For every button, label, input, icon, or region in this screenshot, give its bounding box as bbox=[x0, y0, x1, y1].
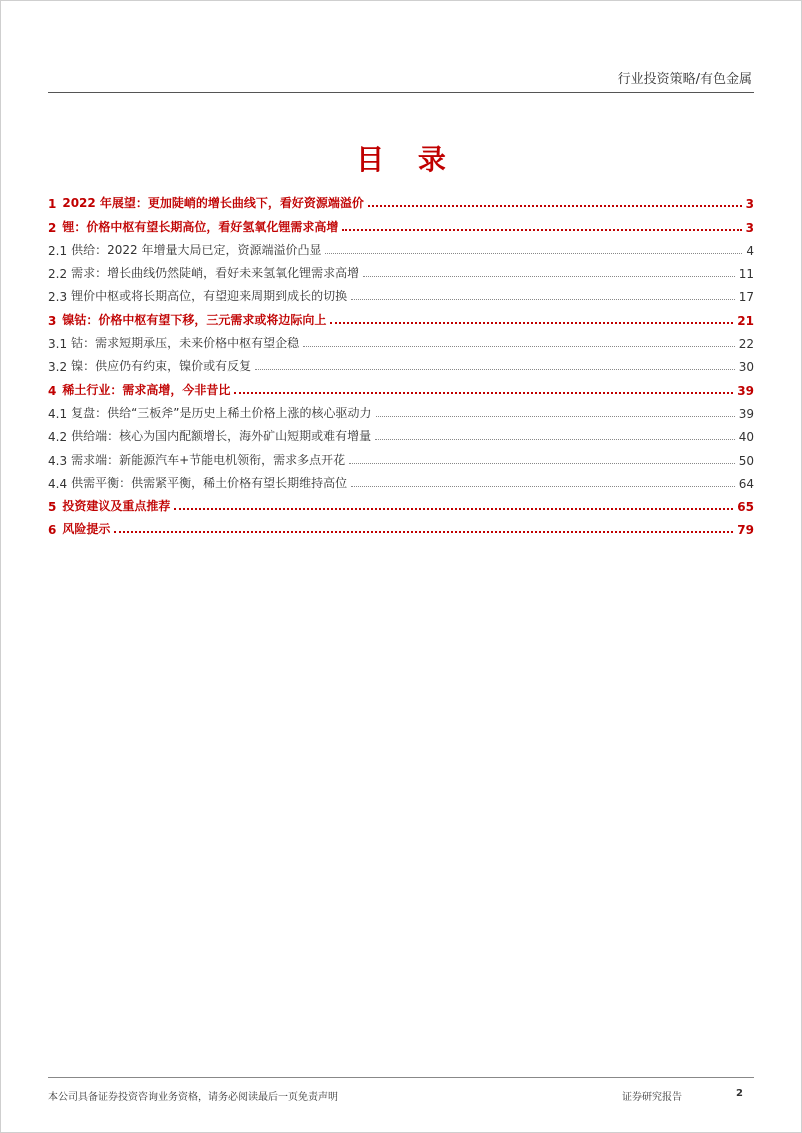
toc-entry-page: 39 bbox=[738, 406, 754, 421]
toc-entry-label: 需求端：新能源汽车+节能电机领衔，需求多点开花 bbox=[71, 452, 346, 467]
toc-entry-label: 稀土行业：需求高增，今非昔比 bbox=[62, 382, 231, 397]
toc-entry-number: 5 bbox=[48, 500, 57, 515]
toc-dot-leader bbox=[303, 346, 735, 347]
toc-entry[interactable] bbox=[48, 444, 754, 467]
toc-entry-label: 钴：需求短期承压，未来价格中枢有望企稳 bbox=[71, 336, 300, 351]
toc-entry-page: 4 bbox=[746, 243, 754, 258]
toc-dot-leader bbox=[174, 508, 733, 510]
toc-dot-leader bbox=[363, 276, 735, 277]
toc-dot-leader bbox=[351, 486, 735, 487]
footer-disclaimer: 本公司具备证券投资咨询业务资格，请务必阅读最后一页免责声明 bbox=[48, 1092, 338, 1103]
table-of-contents bbox=[48, 188, 754, 537]
toc-entry-number: 1 bbox=[48, 197, 57, 212]
toc-entry-label: 复盘：供给“三板斧”是历史上稀土价格上涨的核心驱动力 bbox=[71, 405, 372, 420]
toc-entry-number: 3.1 bbox=[48, 337, 68, 352]
toc-entry-label: 供给：2022 年增量大局已定，资源端溢价凸显 bbox=[71, 242, 322, 257]
toc-entry-number: 2 bbox=[48, 220, 57, 235]
toc-entry-label: 锂：价格中枢有望长期高位，看好氢氧化锂需求高增 bbox=[62, 219, 339, 234]
toc-dot-leader bbox=[330, 322, 733, 324]
toc-entry-number: 6 bbox=[48, 523, 57, 538]
footer-page-number: 2 bbox=[736, 1088, 743, 1099]
toc-entry-number: 4.3 bbox=[48, 453, 68, 468]
toc-entry-page: 3 bbox=[745, 220, 754, 235]
toc-entry-label: 镍钴：价格中枢有望下移，三元需求或将边际向上 bbox=[62, 312, 327, 327]
toc-entry-label: 镍：供应仍有约束，镍价或有反复 bbox=[71, 359, 252, 374]
toc-entry-page: 39 bbox=[737, 383, 754, 398]
toc-dot-leader bbox=[255, 369, 735, 370]
toc-dot-leader bbox=[342, 229, 741, 231]
toc-entry[interactable] bbox=[48, 491, 754, 514]
toc-entry-page: 40 bbox=[738, 430, 754, 445]
toc-dot-leader bbox=[349, 463, 735, 464]
toc-entry-page: 22 bbox=[738, 337, 754, 352]
toc-entry-page: 17 bbox=[738, 290, 754, 305]
toc-entry-number: 4.1 bbox=[48, 406, 68, 421]
toc-dot-leader bbox=[114, 531, 733, 533]
page-title: 目 录 bbox=[356, 143, 458, 176]
toc-entry-label: 锂价中枢或将长期高位，有望迎来周期到成长的切换 bbox=[71, 289, 348, 304]
toc-entry-page: 65 bbox=[737, 500, 754, 515]
toc-entry-page: 50 bbox=[738, 453, 754, 468]
toc-entry-label: 供给端：核心为国内配额增长，海外矿山短期或难有增量 bbox=[71, 429, 372, 444]
toc-entry[interactable] bbox=[48, 188, 754, 211]
toc-entry-page: 11 bbox=[738, 267, 754, 282]
toc-entry[interactable] bbox=[48, 328, 754, 351]
toc-entry-number: 2.1 bbox=[48, 243, 68, 258]
toc-entry[interactable] bbox=[48, 304, 754, 327]
toc-dot-leader bbox=[375, 439, 735, 440]
footer-report-type: 证券研究报告 bbox=[622, 1092, 682, 1103]
toc-entry[interactable] bbox=[48, 421, 754, 444]
toc-entry-number: 4 bbox=[48, 383, 57, 398]
toc-entry-page: 21 bbox=[737, 313, 754, 328]
toc-dot-leader bbox=[325, 253, 742, 254]
toc-entry-number: 4.4 bbox=[48, 476, 68, 491]
toc-entry[interactable] bbox=[48, 398, 754, 421]
toc-entry[interactable] bbox=[48, 514, 754, 537]
toc-entry-label: 投资建议及重点推荐 bbox=[62, 499, 171, 514]
toc-entry[interactable] bbox=[48, 374, 754, 397]
toc-entry-number: 2.2 bbox=[48, 267, 68, 282]
header-category: 行业投资策略/有色金属 bbox=[617, 72, 752, 87]
toc-dot-leader bbox=[368, 205, 742, 207]
footer-divider bbox=[48, 1077, 754, 1078]
toc-dot-leader bbox=[351, 299, 735, 300]
toc-entry-page: 64 bbox=[738, 476, 754, 491]
toc-entry[interactable] bbox=[48, 468, 754, 491]
toc-dot-leader bbox=[376, 416, 735, 417]
toc-entry[interactable] bbox=[48, 211, 754, 234]
toc-entry-number: 3.2 bbox=[48, 360, 68, 375]
toc-entry[interactable] bbox=[48, 235, 754, 258]
toc-entry[interactable] bbox=[48, 351, 754, 374]
toc-entry-label: 需求：增长曲线仍然陡峭，看好未来氢氧化锂需求高增 bbox=[71, 266, 360, 281]
toc-entry-number: 2.3 bbox=[48, 290, 68, 305]
toc-entry-label: 2022 年展望：更加陡峭的增长曲线下，看好资源端溢价 bbox=[62, 196, 364, 211]
toc-dot-leader bbox=[234, 392, 733, 394]
toc-entry[interactable] bbox=[48, 281, 754, 304]
toc-entry-number: 4.2 bbox=[48, 430, 68, 445]
toc-entry-page: 30 bbox=[738, 360, 754, 375]
toc-entry-label: 风险提示 bbox=[62, 522, 111, 537]
toc-entry-page: 79 bbox=[737, 523, 754, 538]
toc-entry[interactable] bbox=[48, 258, 754, 281]
toc-entry-label: 供需平衡：供需紧平衡，稀土价格有望长期维持高位 bbox=[71, 475, 348, 490]
toc-entry-page: 3 bbox=[745, 197, 754, 212]
header-divider bbox=[48, 92, 754, 93]
toc-entry-number: 3 bbox=[48, 313, 57, 328]
